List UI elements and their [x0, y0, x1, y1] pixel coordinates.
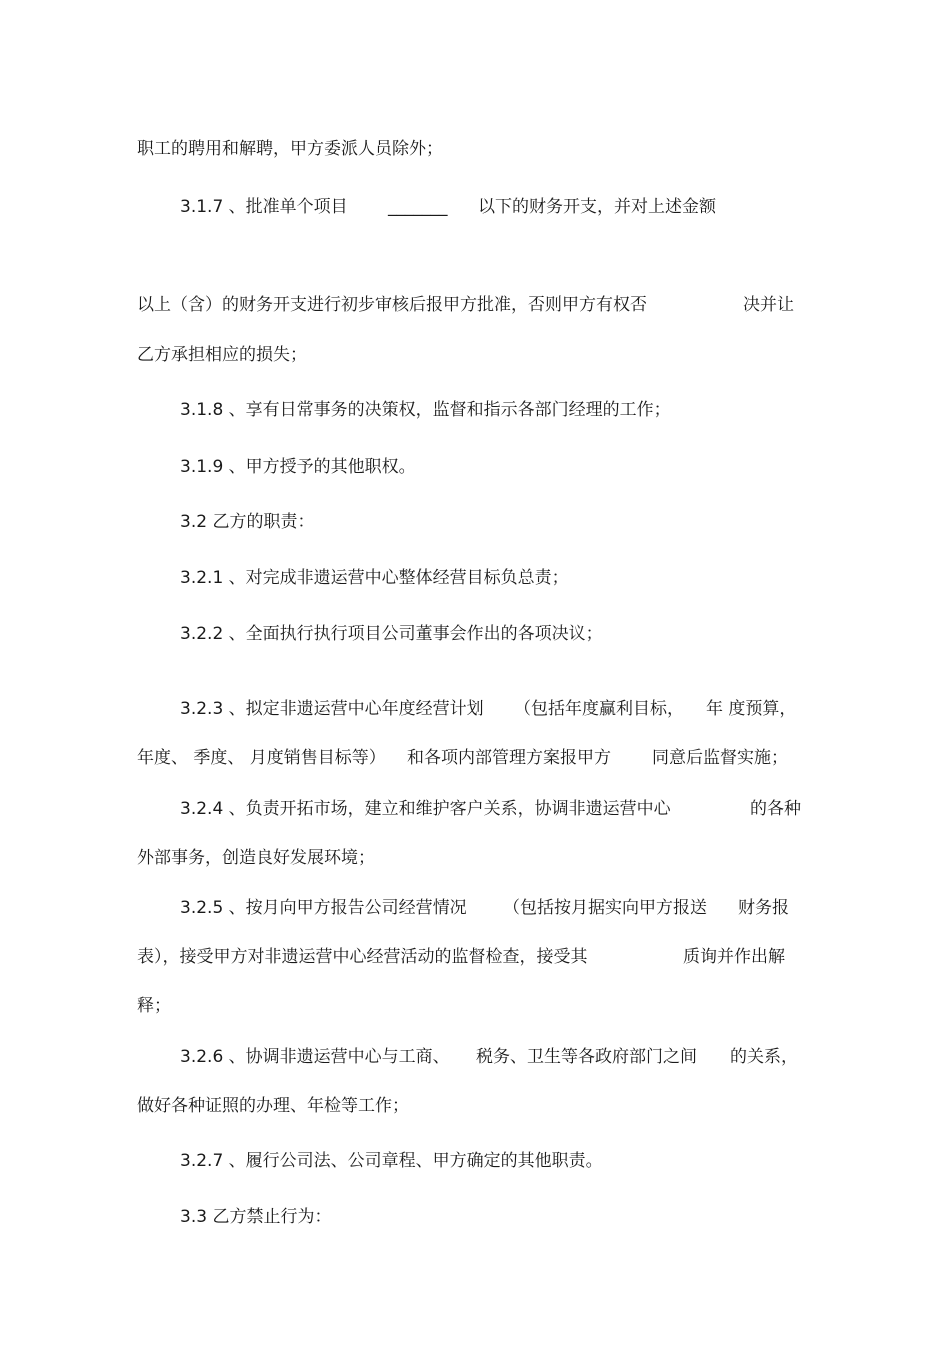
line-text: 以下的财务开支，并对上述金额 [478, 197, 716, 217]
line-text: 职工的聘用和解聘，甲方委派人员除外； [137, 139, 443, 159]
text-line [180, 455, 416, 479]
text-line [180, 697, 820, 721]
text-line [137, 746, 817, 770]
line-text: 3.3 乙方禁止行为： [180, 1207, 332, 1227]
text-line [137, 945, 817, 969]
text-line [180, 622, 603, 646]
line-text: 3.1.9 、甲方授予的其他职权。 [180, 457, 416, 477]
text-line [180, 398, 671, 422]
line-text: 3.2.4 、负责开拓市场，建立和维护客户关系，协调非遗运营中心 [180, 799, 671, 819]
text-line [180, 195, 780, 219]
line-text: 3.2.7 、履行公司法、公司章程、甲方确定的其他职责。 [180, 1151, 603, 1171]
text-line [137, 1094, 409, 1118]
text-line [180, 1149, 603, 1173]
line-text: 3.2.6 、协调非遗运营中心与工商、 [180, 1047, 450, 1067]
section-heading [180, 1205, 331, 1229]
text-line [180, 566, 569, 590]
text-line [137, 846, 375, 870]
text-line [137, 994, 171, 1018]
line-text: 3.2 乙方的职责： [180, 512, 315, 532]
line-text: （包括年度赢利目标， [514, 699, 684, 719]
blank-field: _______ [388, 197, 448, 217]
line-text: 3.2.3 、拟定非遗运营中心年度经营计划 [180, 699, 484, 719]
line-text: 财务报 [738, 898, 789, 918]
line-text: 的各种 [750, 799, 801, 819]
line-text: 以上（含）的财务开支进行初步审核后报甲方批准，否则甲方有权否 [137, 295, 647, 315]
line-text: 3.1.7 、批准单个项目 [180, 197, 348, 217]
line-text: 3.2.1 、对完成非遗运营中心整体经营目标负总责； [180, 568, 569, 588]
line-text: 年度、 季度、 月度销售目标等） [137, 748, 386, 768]
line-text: 税务、卫生等各政府部门之间 [476, 1047, 697, 1067]
line-text: 做好各种证照的办理、年检等工作； [137, 1096, 409, 1116]
text-line [180, 1045, 820, 1069]
line-text: 3.2.5 、按月向甲方报告公司经营情况 [180, 898, 467, 918]
line-text: 年 度预算， [706, 699, 797, 719]
line-text: 3.1.8 、享有日常事务的决策权，监督和指示各部门经理的工作； [180, 400, 671, 420]
section-heading [180, 510, 314, 534]
line-text: 3.2.2 、全面执行执行项目公司董事会作出的各项决议； [180, 624, 603, 644]
text-line [137, 343, 307, 367]
line-text: 释； [137, 996, 171, 1016]
line-text: （包括按月据实向甲方报送 [503, 898, 707, 918]
line-text: 外部事务，创造良好发展环境； [137, 848, 375, 868]
line-text: 同意后监督实施； [652, 748, 788, 768]
line-text: 的关系， [730, 1047, 798, 1067]
line-text: 表），接受甲方对非遗运营中心经营活动的监督检查，接受其 [137, 947, 588, 967]
line-text: 质询并作出解 [683, 947, 785, 967]
text-line [180, 797, 820, 821]
text-line [137, 293, 817, 317]
line-text: 和各项内部管理方案报甲方 [407, 748, 611, 768]
text-line [180, 896, 820, 920]
line-text: 决并让 [743, 295, 794, 315]
text-line [137, 137, 443, 161]
line-text: 乙方承担相应的损失； [137, 345, 307, 365]
